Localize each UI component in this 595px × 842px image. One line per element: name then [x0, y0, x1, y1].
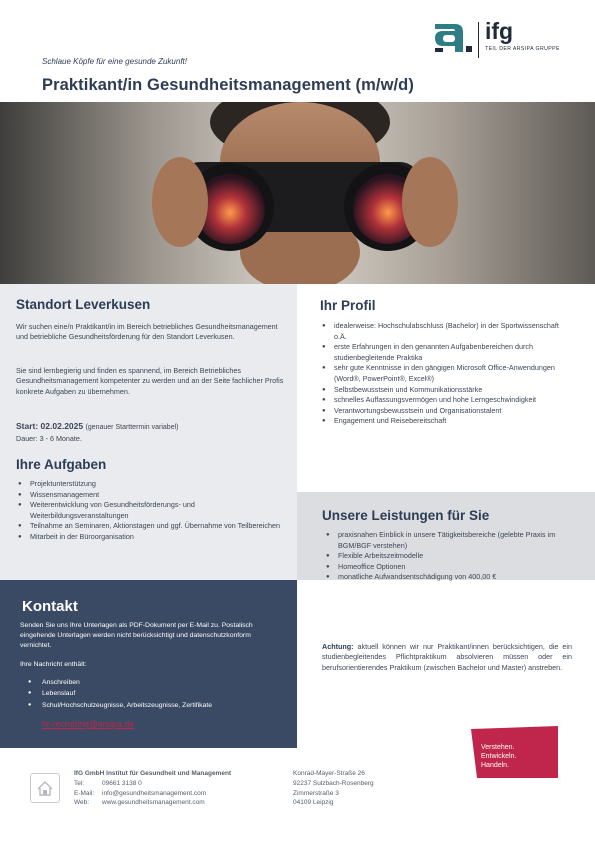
footer-tel-label: Tel:: [74, 779, 85, 787]
start-line: [16, 421, 286, 431]
footer-addr-line: Konrad-Mayer-Straße 26: [293, 770, 365, 777]
standort-heading: Standort Leverkusen: [16, 297, 151, 312]
list-item: ● Flexible Arbeitszeitmodelle: [326, 551, 572, 562]
list-item: ● erste Erfahrungen in den genannten Aufgabenbereichen durch studienbegleitende Praktika: [322, 342, 572, 363]
list-item: ● Schul/Hochschulzeugnisse, Arbeitszeugnisse, Zertifikate: [28, 700, 284, 711]
list-item: ● Verantwortungsbewusstsein und Organisationstalent: [322, 406, 572, 417]
list-item: ● schnelles Auffassungsvermögen und hohe Lerngeschwindigkeit: [322, 395, 572, 406]
footer-tel[interactable]: 09661 3138 0: [102, 779, 142, 787]
slogan-line: Verstehen.: [481, 744, 515, 751]
profil-heading: Ihr Profil: [320, 298, 376, 313]
list-item: ● Selbstbewusstsein und Kommunikationsstärke: [322, 385, 572, 396]
footer-addr-line: 92237 Sulzbach-Rosenberg: [293, 779, 374, 787]
achtung-note: [322, 642, 572, 673]
start-note: (genauer Starttermin variabel): [85, 424, 179, 431]
hero-image: [0, 102, 595, 284]
footer-mail-label: E-Mail:: [74, 789, 95, 797]
list-item: ● Weiterentwicklung von Gesundheitsförderungs- und Weiterbildungsveranstaltungen: [18, 500, 280, 521]
list-item: ● Lebenslauf: [28, 688, 284, 699]
list-item: ● Engagement und Reisebereitschaft: [322, 416, 572, 427]
achtung-text: aktuell können wir nur Praktikant/innen berücksichtigen, die ein studienbegleitendes Pflichtpraktikum absolvieren müssen oder ein berufsorientierendes Praktikum (zwischen Bachelor und Master) anstreben.: [322, 642, 572, 672]
footer-addr-line: Zimmerstraße 3: [293, 789, 339, 797]
kontakt-heading: Kontakt: [22, 598, 78, 615]
footer-company-block: [74, 769, 274, 808]
list-item: ● monatliche Aufwandsentschädigung von 400,00 €: [326, 572, 572, 583]
slogan-tag: [471, 726, 558, 778]
slogan-line: Entwickeln.: [481, 753, 517, 760]
aufgaben-heading: Ihre Aufgaben: [16, 457, 107, 472]
profil-list: [322, 321, 572, 427]
list-item: ● Wissensmanagement: [18, 490, 280, 501]
list-item: ● Projektunterstützung: [18, 479, 280, 490]
footer-web[interactable]: www.gesundheitsmanagement.com: [102, 799, 205, 807]
list-item: ● praxisnahen Einblick in unsere Tätigkeitsbereiche (gelebte Praxis im BGM/BGF verstehen): [326, 530, 572, 551]
house-icon: [30, 773, 60, 803]
start-date: Start: 02.02.2025: [16, 421, 84, 431]
leistungen-heading: Unsere Leistungen für Sie: [322, 508, 490, 523]
leistungen-list: [326, 530, 572, 583]
list-item: ● Homeoffice Optionen: [326, 562, 572, 573]
logo-brand: ifg: [485, 18, 514, 44]
standort-para1: Wir suchen eine/n Praktikant/in im Bereich betriebliches Gesundheitsmanagement und betriebliche Gesundheitsförderung für den Standort Leverkusen.: [16, 322, 278, 342]
logo-subtitle: TEIL DER ARSIPA GRUPPE: [485, 46, 560, 52]
list-item: ● Anschreiben: [28, 677, 284, 688]
footer-company: IfG GmbH Institut für Gesundheit und Management: [74, 770, 232, 777]
footer-address: [293, 769, 443, 808]
duration: Dauer: 3 - 6 Monate.: [16, 434, 82, 443]
kontakt-intro: Senden Sie uns Ihre Unterlagen als PDF-Dokument per E-Mail zu. Postalisch eingehende Unterlagen werden nicht berücksichtigt und datenschutzkonform vernichtet.: [20, 622, 253, 649]
slogan-line: Handeln.: [481, 762, 510, 769]
footer-addr-line: 04109 Leipzig: [293, 799, 334, 807]
footer-mail[interactable]: info@gesundheitsmanagement.com: [102, 789, 207, 797]
footer-web-label: Web:: [74, 799, 90, 807]
nachricht-label: Ihre Nachricht enthält:: [20, 661, 87, 668]
list-item: ● Mitarbeit in der Büroorganisation: [18, 532, 280, 543]
page-title: Praktikant/in Gesundheitsmanagement (m/w/d): [42, 76, 414, 94]
standort-para2: Sie sind lernbegierig und finden es spannend, im Bereich Betriebliches Gesundheitsmanagement kompetenter zu werden und an der Seite fachlicher Profis konkrete Aufgaben zu übernehmen.: [16, 366, 284, 396]
achtung-label: Achtung:: [322, 642, 354, 651]
slogan-text: [481, 743, 516, 770]
aufgaben-list: [18, 479, 280, 543]
recruiting-email-link[interactable]: hr-recruiting@arsipa.de: [42, 719, 135, 729]
list-item: ● sehr gute Kenntnisse in den gängigen Microsoft Office-Anwendungen (Word®, PowerPoint®, Excel®): [322, 363, 572, 384]
tagline: Schlaue Köpfe für eine gesunde Zukunft!: [42, 57, 187, 66]
list-item: ● idealerweise: Hochschulabschluss (Bachelor) in der Sportwissenschaft o.Ä.: [322, 321, 572, 342]
kontakt-list: [28, 677, 284, 711]
company-logo: [433, 18, 573, 62]
person-with-binoculars-image: [0, 102, 595, 284]
list-item: ● Teilnahme an Seminaren, Aktionstagen und ggf. Übernahme von Teilbereichen: [18, 521, 280, 532]
